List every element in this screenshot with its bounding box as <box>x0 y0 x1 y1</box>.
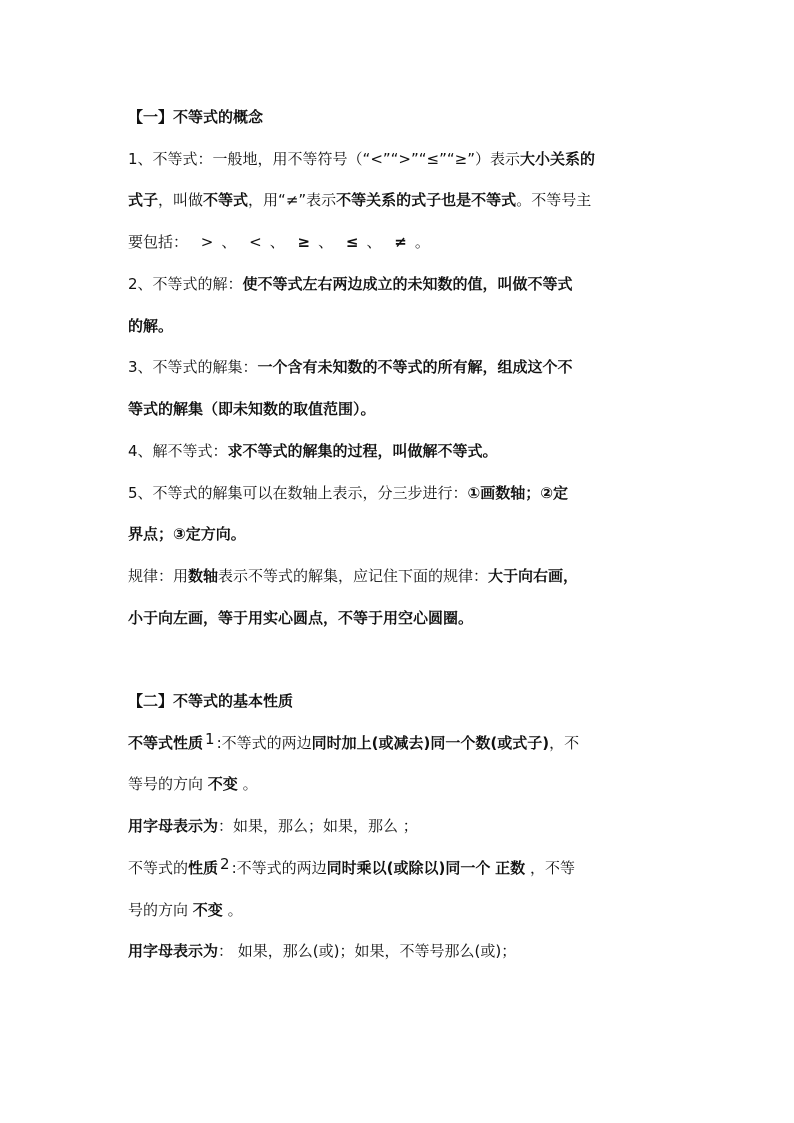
item3-line2: 等式的解集（即未知数的取值范围）。 <box>128 400 376 418</box>
formula2-label: 用字母表示为 <box>128 942 219 960</box>
prop1-text: 。 <box>242 775 258 793</box>
item4-bold: 求不等式的解集的过程，叫做解不等式。 <box>227 442 498 460</box>
prop1-text: :不等式的两边 <box>216 734 312 752</box>
prop2-bold: 正数 <box>495 859 526 877</box>
separator: 、 <box>221 233 237 251</box>
item1-bold: 不等式 <box>203 191 249 209</box>
item2-line1 <box>128 273 688 295</box>
prop2-line1 <box>128 857 688 879</box>
rule-line1 <box>128 565 688 587</box>
symbol-lt: < <box>249 233 262 251</box>
item2-text: 2、不等式的解： <box>128 275 243 293</box>
item3-text: 3、不等式的解集： <box>128 358 258 376</box>
prop2-number: 2 <box>220 855 230 873</box>
symbol-ne: ≠ <box>394 233 407 251</box>
item2-bold: 使不等式左右两边成立的未知数的值，叫做不等式 <box>242 275 573 293</box>
prop2-text: ，不等 <box>529 859 575 877</box>
symbol-ge: ≥ <box>297 233 311 251</box>
item4-line1 <box>128 440 688 462</box>
prop1-line2 <box>128 773 688 795</box>
formula1-text: ：如果，那么；如果，那么 ； <box>218 817 418 835</box>
separator: 、 <box>366 233 382 251</box>
item3-line1 <box>128 356 688 378</box>
prop1-text: ，不 <box>549 734 580 752</box>
section1-title: 【一】不等式的概念 <box>128 108 264 126</box>
end-mark: 。 <box>414 233 430 251</box>
prop1-number: 1 <box>205 730 215 748</box>
rule-line2: 小于向左画，等于用实心圆点，不等于用空心圆圈。 <box>128 609 474 627</box>
rule-text: 表示不等式的解集，应记住下面的规律： <box>218 567 489 585</box>
item1-line2 <box>128 189 688 211</box>
item5-line1 <box>128 482 688 504</box>
formula2-line <box>128 940 688 962</box>
prop2-text: 号的方向 <box>128 901 189 919</box>
prop2-bold: 同时乘以(或除以)同一个 <box>326 859 491 877</box>
item1-text: 。不等号主 <box>516 191 592 209</box>
item1-bold: 式子 <box>128 191 159 209</box>
prop1-bold: 不变 <box>207 775 238 793</box>
rule-text: 规律：用 <box>128 567 189 585</box>
prop1-bold: 同时加上(或减去)同一个数(或式子) <box>311 734 550 752</box>
prop1-line1 <box>128 732 688 754</box>
formula1-line <box>128 815 688 837</box>
item4-text: 4、解不等式： <box>128 442 228 460</box>
item1-line1 <box>128 148 688 170</box>
symbol-le: ≤ <box>345 233 359 251</box>
section2-title: 【二】不等式的基本性质 <box>128 692 294 710</box>
item5-line2: 界点；③定方向。 <box>128 525 246 543</box>
item1-text: ，用“≠”表示 <box>248 191 337 209</box>
item5-text: 5、不等式的解集可以在数轴上表示，分三步进行： <box>128 484 468 502</box>
item3-bold: 一个含有未知数的不等式的所有解，组成这个不 <box>257 358 573 376</box>
item1-line3 <box>128 231 688 253</box>
formula2-text: ： 如果，那么(或)；如果，不等号那么(或)； <box>218 942 517 960</box>
prop2-line2 <box>128 899 688 921</box>
prop2-bold: 不变 <box>192 901 223 919</box>
item1-bold: 大小关系的 <box>520 150 596 168</box>
rule-bold: 数轴 <box>188 567 219 585</box>
prop2-text: 不等式的 <box>128 859 189 877</box>
item5-bold: ①画数轴；②定 <box>467 484 568 502</box>
item1-text: ，叫做 <box>158 191 204 209</box>
symbol-gt: > <box>200 233 214 251</box>
prop1-text: 等号的方向 <box>128 775 204 793</box>
item1-text: 1、不等式：一般地，用不等符号（“<”“>”“≤”“≥”）表示 <box>128 150 520 168</box>
prop1-label: 不等式性质 <box>128 734 204 752</box>
separator: 、 <box>269 233 285 251</box>
prop2-label: 性质 <box>188 859 219 877</box>
prop2-text: :不等式的两边 <box>231 859 327 877</box>
prop2-text: 。 <box>227 901 243 919</box>
formula1-label: 用字母表示为 <box>128 817 219 835</box>
rule-bold: 大于向右画， <box>488 567 579 585</box>
item1-text: 要包括： <box>128 233 189 251</box>
item1-bold: 不等关系的式子也是不等式 <box>336 191 517 209</box>
separator: 、 <box>318 233 334 251</box>
item2-line2: 的解。 <box>128 317 174 335</box>
